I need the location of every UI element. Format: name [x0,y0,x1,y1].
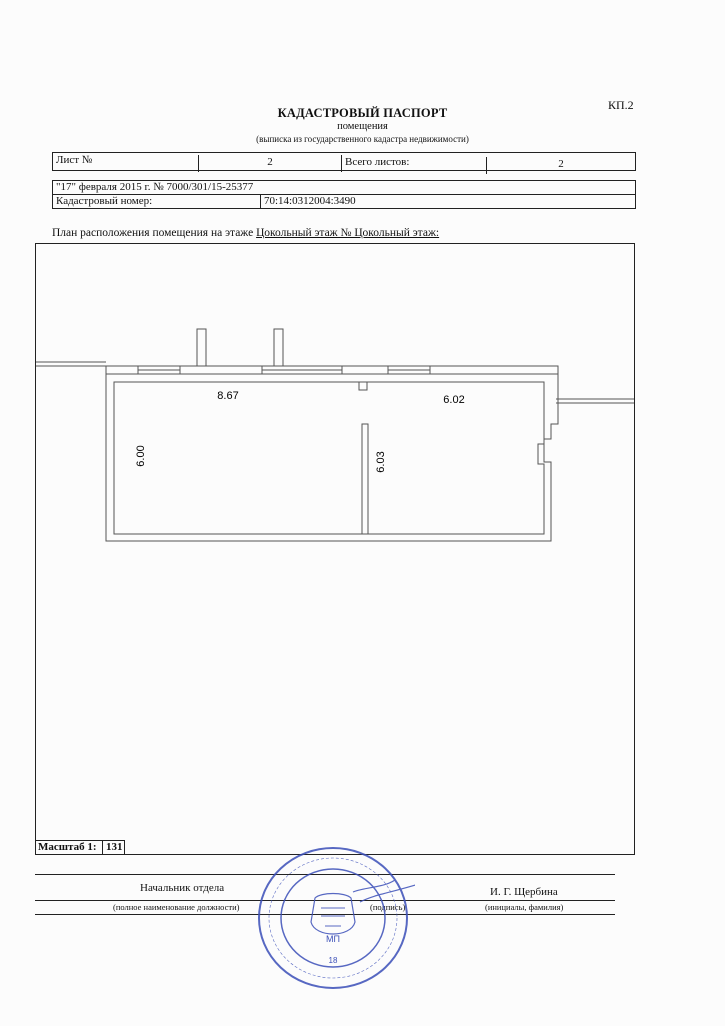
official-stamp [255,842,415,992]
cadastral-row [52,194,636,209]
document-note: (выписка из государственного кадастра недвижимости) [256,134,469,144]
plan-room-outline [114,382,544,534]
total-sheets-value: 2 [486,157,635,174]
stamp-center-text: МП [326,934,340,944]
scale-label: Масштаб 1: [38,841,97,853]
plan-caption-prefix: План расположения помещения на этаже [52,227,257,239]
cadastral-number: 70:14:0312004:3490 [260,195,635,208]
official-name: И. Г. Щербина [490,886,558,898]
total-sheets-label: Всего листов: [341,155,486,172]
plan-dimension-middle: 6.03 [375,451,387,473]
plan-dimension-left: 6.00 [135,445,147,467]
plan-dimension-top-left: 8.67 [217,390,239,402]
position-caption: (полное наименование должности) [113,902,240,912]
plan-pillar [274,329,283,366]
stamp-inner-ring [281,869,385,967]
plan-dimension-top-right: 6.02 [443,394,465,406]
stamp-number: 18 [328,956,338,965]
name-caption: (инициалы, фамилия) [485,902,564,912]
record-row [52,180,636,195]
signature-scribble [353,880,415,902]
sheet-row [52,152,636,171]
record-date-number: "17" февраля 2015 г. № 7000/301/15-25377 [56,181,254,193]
document-subtitle: помещения [337,121,388,132]
floor-plan-drawing [36,244,634,854]
plan-pillar [197,329,206,366]
document-title: КАДАСТРОВЫЙ ПАСПОРТ [277,106,448,120]
plan-partition [362,424,368,534]
sheet-label: Лист № [56,154,93,166]
coat-of-arms-detail [321,908,345,926]
form-code: КП.2 [608,98,634,112]
plan-outer-wall [106,366,558,541]
plan-notch [359,382,367,390]
position-name: Начальник отдела [140,882,225,894]
cadastral-label: Кадастровый номер: [56,195,153,207]
scale-value: 131 [102,841,123,854]
floor-plan-frame [35,243,635,855]
plan-floor: Цокольный этаж № Цокольный этаж: [256,227,440,239]
scale-box [35,840,125,855]
plan-caption [52,227,439,239]
coat-of-arms-icon [311,894,355,935]
signature-caption: (подпись) [370,902,406,912]
sheet-number: 2 [198,155,341,172]
